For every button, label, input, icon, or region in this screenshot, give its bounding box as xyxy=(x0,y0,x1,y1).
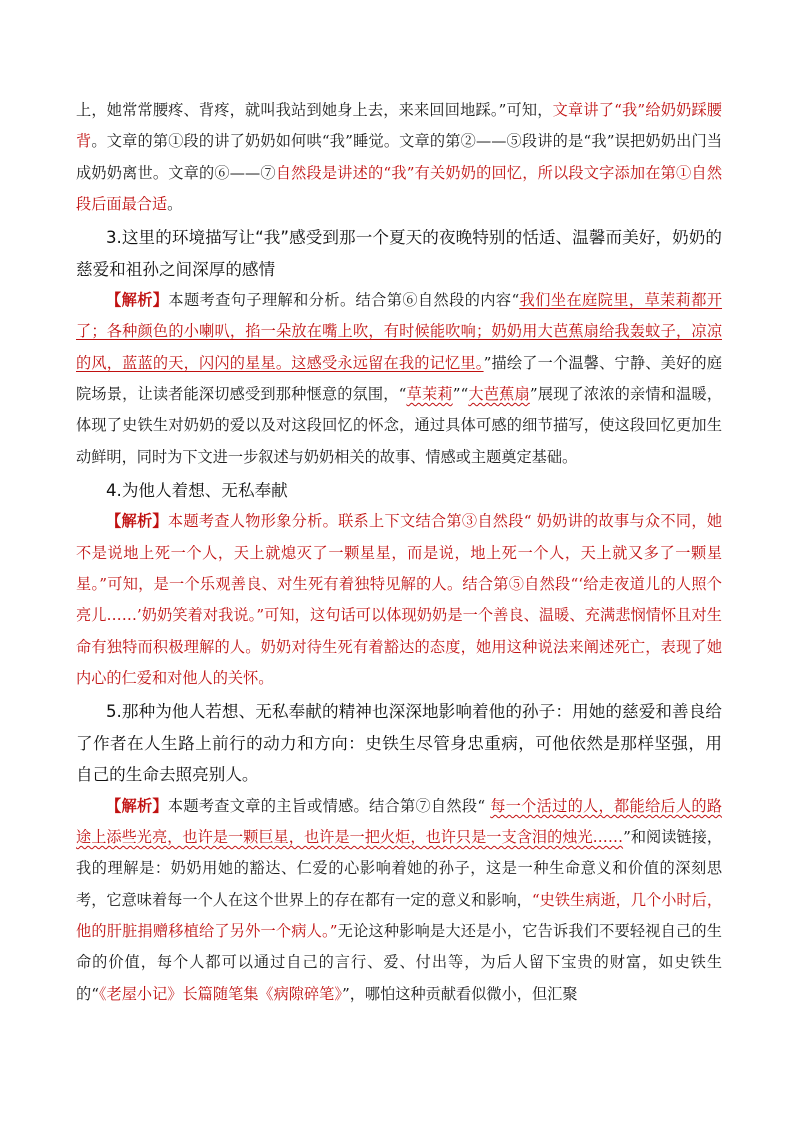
explanation-text: 本题考查人物形象分析。联系上下文结合第③自然段“ 奶奶讲的故事与众不同，她不是说地上死一个人，天上就熄灭了一颗星星，而是说，地上死一个人，天上就又多了一颗星星。”可知，是一个乐观善良、对生死有着独特见解的人。结合第⑤自然段“‘给走夜道儿的人照个亮儿……’奶奶笑着对我说。”可知，这句话可以体现奶奶是一个善良、温暖、充满悲悯情怀且对生命有独特而积极理解的人。奶奶对待生死有着豁达的态度，她用这种说法来阐述死亡，表现了她内心的仁爱和对他人的关怀。 xyxy=(76,512,723,687)
highlight-segment: 《老屋小记》长篇随笔集《病隙碎笔》 xyxy=(98,984,342,1003)
answer-3: 3.这里的环境描写让“我”感受到那一个夏天的夜晚特别的恬适、温馨而美好，奶奶的慈爱和祖孙之间深厚的感情 xyxy=(76,228,722,279)
text-segment: 上，她常常腰疼、背疼，就叫我站到她身上去，来来回回地踩。”可知， xyxy=(76,101,553,119)
text-segment: ”描绘了一个温馨、宁静、美好的庭院场景，让读者能深切感受到那种惬意的氛围，“ xyxy=(76,353,722,404)
explanation-4 xyxy=(76,506,722,694)
quoted-passage: 每一个活过的人，都能给后人的路途上添些光亮，也许是一颗巨星，也许是一把火炬，也许只是一支含泪的烛光…… xyxy=(76,796,723,847)
text-segment: 本题考查文章的主旨或情感。结合第⑦自然段“ xyxy=(167,796,491,815)
text-segment: 本题考查句子理解和分析。结合第⑥自然段的内容“ xyxy=(168,291,520,310)
answer-2-continuation xyxy=(76,95,722,220)
text-segment: ”展现了浓浓的亲情和温暖，体现了史铁生对奶奶的爱以及对这段回忆的怀念，通过具体可感的细节描写，使这段回忆更加生动鲜明，同时为下文进一步叙述与奶奶相关的故事、情感或主题奠定基础。 xyxy=(76,385,723,466)
answer-4: 4.为他人着想、无私奉献 xyxy=(106,480,288,500)
highlight-segment: 自然段是讲述的“我”有关奶奶的回忆，所以段文字添加在第①自然段后面最合适 xyxy=(76,163,723,213)
text-segment: 无论这种影响是大还是小，它告诉我们不要轻视自己的生命的价值，每个人都可以通过自己的言行、爱、付出等，为后人留下宝贵的财富，如史铁生的“ xyxy=(76,921,722,1003)
highlight-segment: 文章讲了“我”给奶奶踩腰背 xyxy=(76,101,722,151)
text-segment: 。 xyxy=(167,194,183,213)
explanation-3 xyxy=(76,285,722,473)
text-segment: ”，哪怕这种贡献看似微小，但汇聚 xyxy=(341,984,578,1003)
text-segment: ”“ xyxy=(452,385,469,404)
explanation-tag: 【解析】 xyxy=(106,291,169,310)
explanation-tag: 【解析】 xyxy=(106,512,168,531)
text-segment: ”和阅读链接，我的理解是：奶奶用她的豁达、仁爱的心影响着她的孙子，这是一种生命意义和价值的深刻思考，它意味着每一个人在这个世界上的存在都有一定的意义和影响， xyxy=(76,828,723,909)
explanation-tag: 【解析】 xyxy=(106,796,168,815)
quoted-passage: 我们坐在庭院里，草茉莉都开了；各种颜色的小喇叭，掐一朵放在嘴上吹，有时候能吹响；奶奶用大芭蕉扇给我轰蚊子，凉凉的风，蓝蓝的天，闪闪的星星。这感受永远留在我的记忆里。 xyxy=(76,291,723,372)
explanation-5 xyxy=(76,791,722,1010)
keyword: 草茉莉 xyxy=(406,385,453,404)
document-content xyxy=(76,95,722,1010)
highlight-segment: “史铁生病逝，几个小时后，他的肝脏捐赠移植给了另外一个病人。” xyxy=(76,890,723,940)
keyword: 大芭蕉扇 xyxy=(468,385,530,404)
answer-5: 5.那种为他人若想、无私奉献的精神也深深地影响着他的孙子：用她的慈爱和善良给了作者在人生路上前行的动力和方向：史铁生尽管身忠重病，可他依然是那样坚强，用自己的生命去照亮别人。 xyxy=(76,702,722,785)
text-segment: 。文章的第①段的讲了奶奶如何哄“我”睡觉。文章的第②——⑤段讲的是“我”误把奶奶出门当成奶奶离世。文章的⑥——⑦ xyxy=(76,132,723,182)
